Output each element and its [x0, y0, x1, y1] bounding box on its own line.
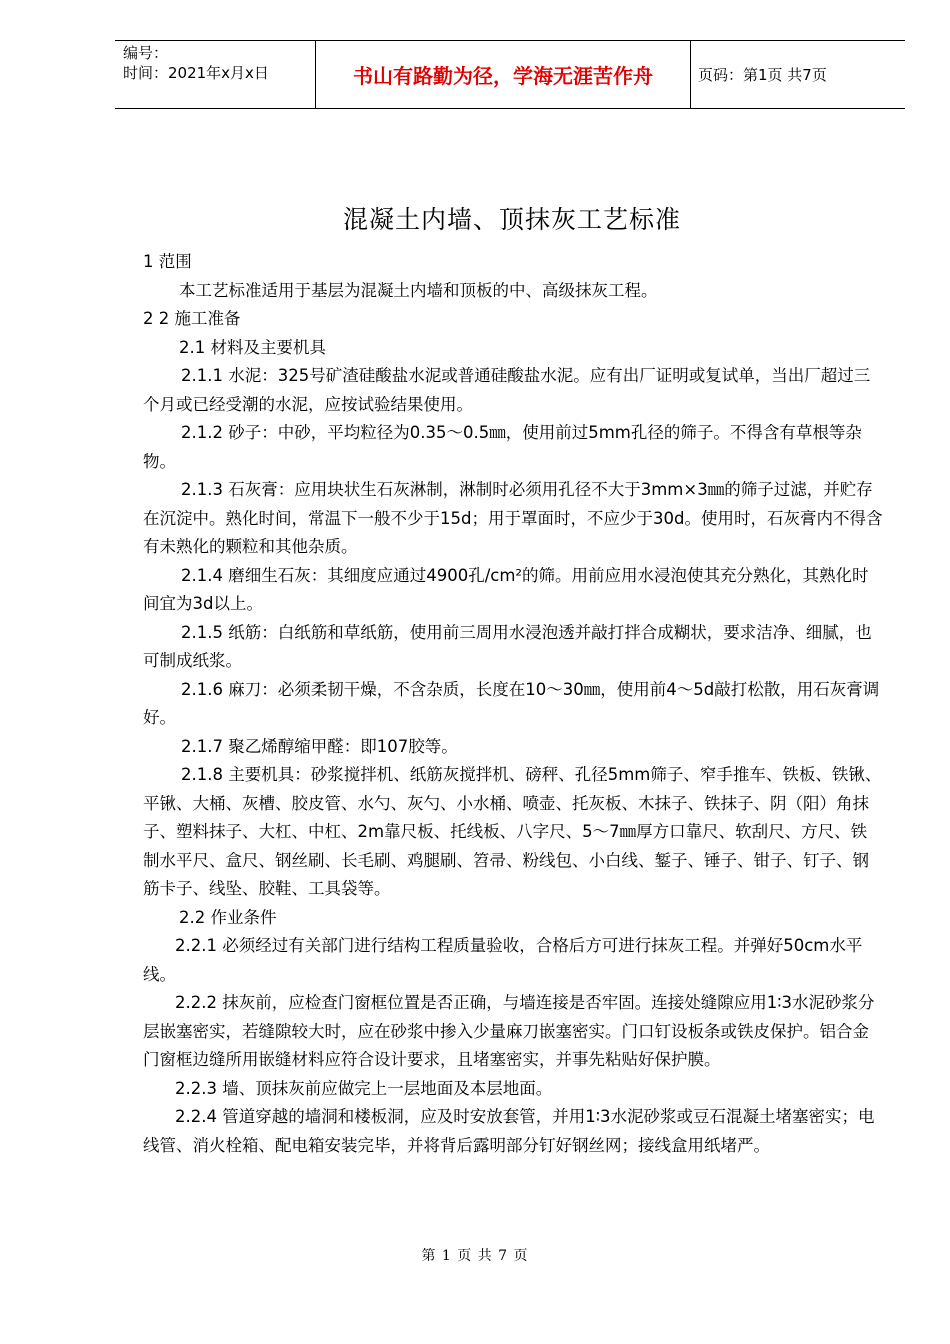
document-title: 混凝土内墙、顶抹灰工艺标准 — [342, 205, 681, 234]
paragraph: 2.1.3 石灰膏：应用块状生石灰淋制，淋制时必须用孔径不大于3mm×3㎜的筛子过滤，并贮存在沉淀中。熟化时间，常温下一般不少于15d；用于罩面时，不应少于30d。使用时，石灰膏内不得含有未熟化的颗粒和其他杂质。 — [143, 480, 883, 556]
page-footer: 第 1 页 共 7 页 — [421, 1248, 529, 1264]
header-meta — [115, 41, 315, 108]
document-body — [143, 248, 883, 1160]
paragraph: 2.2.3 墙、顶抹灰前应做完上一层地面及本层地面。 — [175, 1078, 553, 1098]
header-motto: 书山有路勤为径，学海无涯苦作舟 — [315, 41, 691, 108]
paragraph: 2.1.5 纸筋：白纸筋和草纸筋，使用前三周用水浸泡透并敲打拌合成糊状，要求洁净、细腻，也可制成纸浆。 — [143, 622, 872, 670]
paragraph: 2.1.4 磨细生石灰：其细度应通过4900孔/cm²的筛。用前应用水浸泡使其充分熟化，其熟化时间宜为3d以上。 — [143, 565, 869, 613]
paragraph: 2.1.2 砂子：中砂，平均粒径为0.35～0.5㎜，使用前过5mm孔径的筛子。不得含有草根等杂物。 — [143, 423, 862, 471]
paragraph: 2.2.1 必须经过有关部门进行结构工程质量验收，合格后方可进行抹灰工程。并弹好50cm水平线。 — [143, 936, 863, 984]
header-page-info: 页码：第1页 共7页 — [698, 66, 827, 84]
paragraph: 2.1.1 水泥：325号矿渣硅酸盐水泥或普通硅酸盐水泥。应有出厂证明或复试单，当出厂超过三个月或已经受潮的水泥，应按试验结果使用。 — [143, 366, 871, 414]
paragraph: 2.2.2 抹灰前，应检查门窗框位置是否正确，与墙连接是否牢固。连接处缝隙应用1∶3水泥砂浆分层嵌塞密实，若缝隙较大时，应在砂浆中掺入少量麻刀嵌塞密实。门口钉设板条或铁皮保护。铝合金门窗框边缝所用嵌缝材料应符合设计要求，且堵塞密实，并事先粘贴好保护膜。 — [143, 993, 875, 1069]
section-heading: 2 2 施工准备 — [143, 309, 241, 328]
paragraph: 2.2.4 管道穿越的墙洞和楼板洞，应及时安放套管，并用1∶3水泥砂浆或豆石混凝土堵塞密实；电线管、消火栓箱、配电箱安装完毕，并将背后露明部分钉好钢丝网；接线盒用纸堵严。 — [143, 1107, 875, 1155]
section-heading: 1 范围 — [143, 252, 192, 271]
page-header — [115, 40, 905, 109]
paragraph: 本工艺标准适用于基层为混凝土内墙和顶板的中、高级抹灰工程。 — [179, 280, 658, 300]
paragraph: 2.1.7 聚乙烯醇缩甲醛：即107胶等。 — [181, 736, 458, 756]
subsection-heading: 2.2 作业条件 — [179, 907, 277, 927]
paragraph: 2.1.8 主要机具：砂浆搅拌机、纸筋灰搅拌机、磅秤、孔径5mm筛子、窄手推车、铁板、铁锹、平锹、大桶、灰槽、胶皮管、水勺、灰勺、小水桶、喷壶、托灰板、木抹子、铁抹子、阴（阳）角抹子、塑料抹子、大杠、中杠、2m靠尺板、托线板、八字尺、5～7㎜厚方口靠尺、软刮尺、方尺、铁制水平尺、盒尺、钢丝刷、长毛刷、鸡腿刷、笤帚、粉线包、小白线、錾子、锤子、钳子、钉子、钢筋卡子、线坠、胶鞋、工具袋等。 — [143, 765, 882, 898]
paragraph: 2.1.6 麻刀：必须柔韧干燥，不含杂质，长度在10～30㎜，使用前4～5d敲打松散，用石灰膏调好。 — [143, 679, 880, 727]
document-number-label: 编号： — [123, 44, 169, 62]
subsection-heading: 2.1 材料及主要机具 — [179, 337, 326, 357]
document-date: 时间：2021年x月x日 — [123, 64, 269, 82]
